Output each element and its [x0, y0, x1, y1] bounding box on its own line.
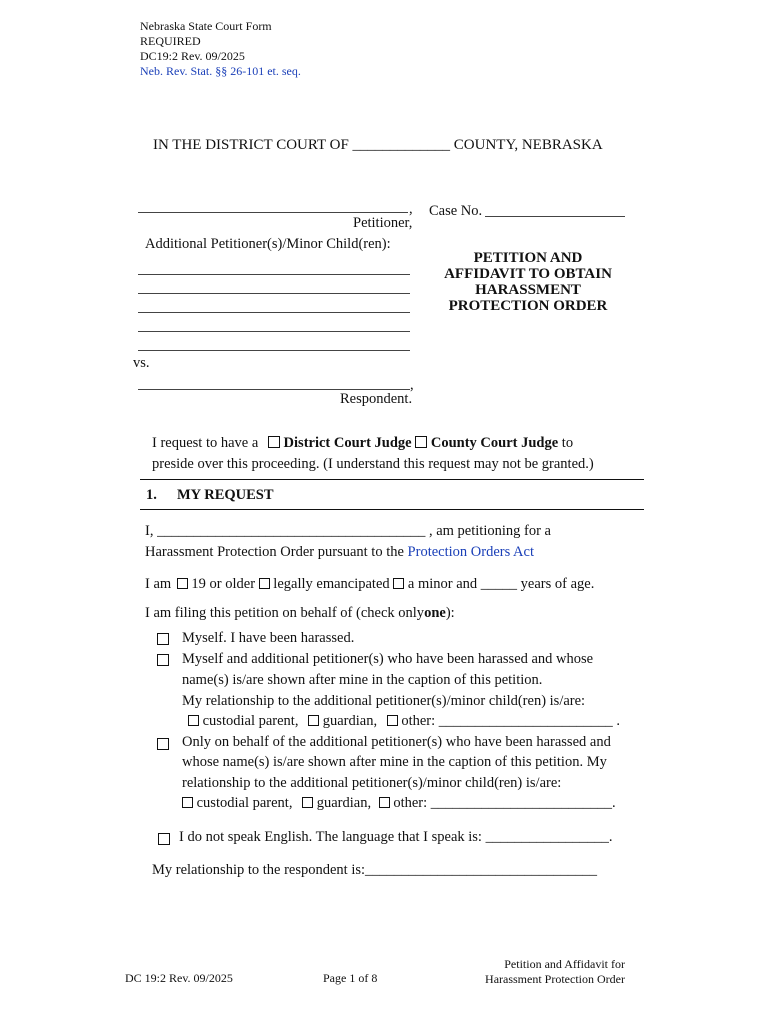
respondent-relationship-statement[interactable]: My relationship to the respondent is:________________________________ [152, 862, 598, 878]
section-title: MY REQUEST [177, 487, 274, 503]
language-statement: I do not speak English. The language that I speak is: _________________. [179, 829, 613, 845]
judge-request-prefix: I request to have a [152, 435, 259, 451]
additional-petitioner-label: Additional Petitioner(s)/Minor Child(ren): [145, 236, 391, 252]
footer-page-number: Page 1 of 8 [323, 971, 378, 985]
opt2-guardian-checkbox[interactable] [308, 715, 319, 726]
others-only-line3: relationship to the additional petitioner(s)/minor child(ren) is/are: [182, 775, 562, 791]
respondent-comma: , [410, 377, 414, 393]
others-only-checkbox[interactable] [157, 738, 169, 750]
footer-title-line2: Harassment Protection Order [485, 972, 625, 986]
opt2-guardian-label: guardian, [322, 713, 378, 729]
myself-and-others-checkbox[interactable] [157, 654, 169, 666]
filing-prompt-prefix: I am filing this petition on behalf of (check only [145, 605, 425, 621]
form-header-title: Nebraska State Court Form [140, 19, 272, 33]
emancipated-checkbox[interactable] [259, 578, 270, 589]
myself-and-others-line1: Myself and additional petitioner(s) who have been harassed and whose [182, 651, 594, 667]
title-line-2: AFFIDAVIT TO OBTAIN [444, 266, 612, 282]
opt3-relationship-row [182, 795, 616, 812]
age-19-label: 19 or older [191, 576, 256, 592]
minor-checkbox[interactable] [393, 578, 404, 589]
age-status-line [145, 576, 594, 593]
title-line-1: PETITION AND [473, 250, 583, 266]
title-line-4: PROTECTION ORDER [448, 298, 608, 314]
case-no-field[interactable] [485, 216, 625, 217]
myself-and-others-line2: name(s) is/are shown after mine in the caption of this petition. [182, 672, 543, 688]
others-only-line1: Only on behalf of the additional petitioner(s) who have been harassed and [182, 734, 611, 750]
form-header-number: DC19:2 Rev. 09/2025 [140, 49, 245, 63]
additional-petitioner-line[interactable] [138, 331, 410, 332]
additional-petitioner-line[interactable] [138, 312, 410, 313]
opt3-custodial-label: custodial parent, [196, 795, 293, 811]
opt2-relationship-row [188, 713, 620, 730]
form-header-required: REQUIRED [140, 34, 201, 48]
minor-label: a minor and _____ years of age. [407, 576, 595, 592]
judge-request-disclaimer: preside over this proceeding. (I understand this request may not be granted.) [152, 456, 594, 472]
judge-request-suffix: to [561, 435, 574, 451]
filing-prompt-one: one [424, 605, 446, 621]
vs-label: vs. [133, 355, 150, 371]
respondent-name-line[interactable] [138, 389, 410, 390]
request-statement [145, 544, 534, 561]
additional-petitioner-line[interactable] [138, 293, 410, 294]
section-divider-bottom [140, 509, 644, 510]
footer-title-line1: Petition and Affidavit for [504, 957, 625, 971]
respondent-label: Respondent. [340, 391, 413, 407]
district-judge-label: District Court Judge [283, 435, 412, 451]
opt2-custodial-checkbox[interactable] [188, 715, 199, 726]
opt2-other-label: other: ________________________ . [401, 713, 621, 729]
footer-form-id: DC 19:2 Rev. 09/2025 [125, 971, 233, 985]
opt3-other-label: other: _________________________. [393, 795, 616, 811]
district-judge-checkbox[interactable] [268, 436, 280, 448]
section-divider-top [140, 479, 644, 480]
county-judge-label: County Court Judge [430, 435, 559, 451]
opt3-custodial-checkbox[interactable] [182, 797, 193, 808]
filing-prompt-suffix: ): [445, 605, 455, 621]
myself-option-label: Myself. I have been harassed. [182, 630, 355, 646]
opt2-other-checkbox[interactable] [387, 715, 398, 726]
age-i-am: I am [145, 576, 172, 592]
document-title [428, 250, 628, 314]
petitioner-name-statement[interactable]: I, _____________________________________ , am petitioning for a [145, 523, 551, 539]
petitioner-name-line[interactable] [138, 212, 408, 213]
myself-checkbox[interactable] [157, 633, 169, 645]
petitioner-comma: , [409, 201, 413, 217]
judge-request-line [152, 435, 573, 452]
title-line-3: HARASSMENT [475, 282, 581, 298]
opt3-other-checkbox[interactable] [379, 797, 390, 808]
others-only-line2: whose name(s) is/are shown after mine in the caption of this petition. My [182, 754, 607, 770]
language-checkbox[interactable] [158, 833, 170, 845]
case-no-label: Case No. [429, 203, 483, 219]
statute-link[interactable]: Neb. Rev. Stat. §§ 26-101 et. seq. [140, 64, 301, 78]
additional-petitioner-line[interactable] [138, 350, 410, 351]
opt2-custodial-label: custodial parent, [202, 713, 299, 729]
protection-orders-act-link[interactable]: Protection Orders Act [407, 544, 534, 560]
additional-petitioner-line[interactable] [138, 274, 410, 275]
filing-behalf-prompt [145, 605, 455, 622]
opt3-guardian-checkbox[interactable] [302, 797, 313, 808]
myself-and-others-line3: My relationship to the additional petitioner(s)/minor child(ren) is/are: [182, 693, 586, 709]
footer-form-title [470, 957, 625, 987]
request-statement-text: Harassment Protection Order pursuant to the [145, 544, 404, 560]
petitioner-label: Petitioner, [353, 215, 413, 231]
county-judge-checkbox[interactable] [415, 436, 427, 448]
court-heading: IN THE DISTRICT COURT OF _____________ COUNTY, NEBRASKA [153, 137, 603, 153]
section-number: 1. [146, 487, 157, 503]
emancipated-label: legally emancipated [273, 576, 390, 592]
age-19-checkbox[interactable] [177, 578, 188, 589]
opt3-guardian-label: guardian, [316, 795, 372, 811]
